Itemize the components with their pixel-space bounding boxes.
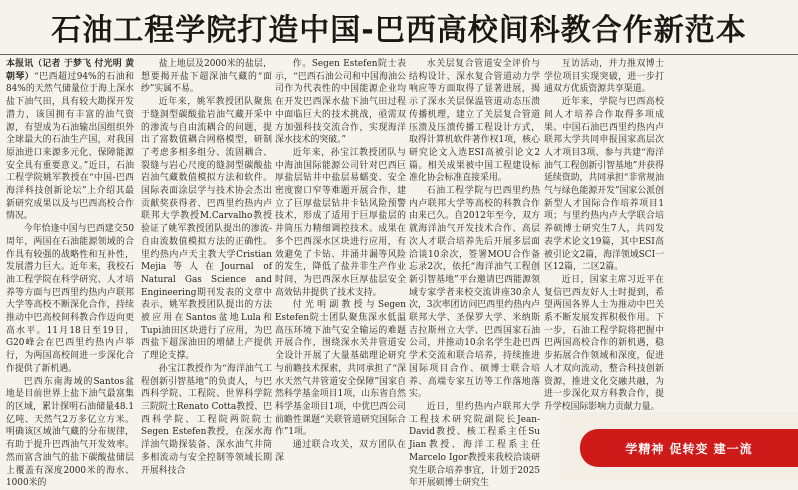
paragraph <box>409 401 540 490</box>
paragraph <box>275 299 406 439</box>
paragraph-text: 通过联合攻关，双方团队在深 <box>275 440 406 463</box>
paragraph-text: 近年来，姚军教授团队聚焦于缝洞型碳酸盐岩油气藏开采中的渗流与自由流耦合的问题，提出了富数值耦合网格模型，研制了考虑多相多组分、流固耦合、裂缝与岩心尺度的缝洞型碳酸盐岩油气藏数值模拟方法和软件。国际表面涂层学与技术协会杰出贡献奖获得者、巴西里约热内卢联邦大学教授M.Carvalho教授验证了姚军教授团队提出的渗流-自由流数值模拟方法的正确性。里约热内卢天主教大学Cristian Mejia等人在Journal of Natural Gas Science and Engineering期刊发表的文章中表示，姚军教授团队提出的方法被应用在Santos盆地Lula和Tupi油田区块进行了应用，为巴西盐下超深油田的增储上产提供了理论支撑。 <box>141 97 272 362</box>
column-4 <box>409 58 540 489</box>
paragraph <box>141 363 272 477</box>
paragraph-text: 今年恰逢中国与巴西建交50周年，两国在石油能源领域的合作具有较强的战略性和互补性，发展潜力巨大。近年来，我校石油工程学院在科学研究、人才培养等方面与巴西里约热内卢联邦大学等高校不断深化合作，持续推动中巴高校间科教合作迈向更高水平。11月18日至19日，G20峰会在巴西里约热内卢举行，为两国高校间进一步深化合作提供了新机遇。 <box>6 224 134 374</box>
article-headline: 石油工程学院打造中国-巴西高校间科教合作新范本 <box>0 0 798 55</box>
paragraph-text: 互访活动，并力推双博士学位项目实现突破，进一步打通双方优质资源共享渠道。 <box>544 59 664 95</box>
paragraph-text: “巴西超过94%的石油和84%的天然气储量位于海上深水盐下油气田，具有较大勘探开发潜力，该国拥有丰富的油气资源，有望成为石油输出国组织外全球最大的石油生产国，对我国原油进口来源多元化、保障能源安全具有重要意义。”近日，石油工程学院姚军教授在“中国-巴西海洋科技创新论坛”上介绍其最新研究成果以及与巴西高校合作情况。 <box>6 71 135 222</box>
column-2 <box>141 58 272 479</box>
paragraph <box>275 439 406 464</box>
column-1 <box>6 58 135 489</box>
slogan-banner <box>560 412 798 479</box>
paragraph <box>544 96 664 274</box>
paragraph <box>6 58 134 223</box>
paragraph-text: 作。Segen Estefen院士表示，“巴西石油公司和中国海油公司作为代表性的中国能源企业均在开发巴西深水盐下油气田过程中面临巨大的技术挑战，亟需双方加强科技交流合作，实现海洋深水技术的突破。” <box>275 59 406 146</box>
paragraph <box>409 58 540 185</box>
column-3 <box>275 58 406 479</box>
paragraph <box>275 58 406 147</box>
paragraph-text: 近日，国家主席习近平在复信巴西友好人士时提到，希望两国各界人士为推动中巴关系不断发展发挥积极作用。下一步，石油工程学院将把握中巴两国高校合作的新机遇，稳步拓展合作领域和深度，促进人才双向流动，整合科技创新资源，推进文化交融共融，为进一步深化双方科教合作，提升学校国际影响力贡献力量。 <box>544 274 664 412</box>
paragraph <box>141 58 272 96</box>
byline: 本报讯（记者 于梦飞 付光明 黄朝琴） <box>6 59 134 82</box>
paragraph-text: 石油工程学院与巴西里约热内卢联邦大学等高校的科教合作由来已久。自2012年至今，双方就海洋油气开发技术合作、高层次人才联合培养先后开展多层面洽谈10余次，签署MOU合作备忘录2次，依托“海洋油气工程创新引智基地”平台邀请巴西能源领域专家学者来校交流讲座30余人次，3次率团访问巴西里约热内卢联邦大学、圣保罗大学、米纳斯吉拉斯州立大学、巴西国家石油公司，并推动10余名学生赴巴西学术交流和联合培养，持续推进国际项目合作、硕博士联合培养、高端专家互访等工作落地落实。 <box>409 186 540 400</box>
paragraph-text: 水关层复合管道安全评价与结构设计、深水复合管道动力学响应等方面取得了显著进展，揭示了深水关层保温管道动态压溃传播机理，建立了关层复合管道压溃及压溃传播工程设计方式，取得计算机软件著作权1项，核心研究论文入选ESI高被引论文2篇。相关成果被中国工程建设标准化协会标准直接采用。 <box>409 59 540 184</box>
paragraph <box>6 376 134 490</box>
slogan-text: 学精神 促转变 建一流 <box>580 429 798 467</box>
paragraph-text: 近日，里约热内卢联邦大学工程技术研究院副院长Jean-David教授、核工程系主任Su Jian教授、海洋工程系主任Marcelo Igor教授来我校洽谈研究生联合培养事宜，计划于2025年开展硕博士研究生 <box>409 401 540 489</box>
paragraph-text: 近年来，学院与巴西高校间人才培养合作取得多项成果。中国石油巴西里约热内卢联邦大学共同申报国家高层次人才项目3项、参与共建“海洋油气工程创新引智基地”并获得延续资助，共同承担“非常规油气与绿色能源开发”国家公派创新型人才国际合作培养项目1项；与里约热内卢大学联合培养硕博士研究生7人，共同发表学术论文19篇，其中ESI高被引论文2篇，海洋领域SCI一区12篇，二区2篇。 <box>544 97 664 273</box>
paragraph-text: 盐上地层及2000米的盐层，想要揭开盐下超深油气藏的“面纱”实属不易。 <box>141 59 272 95</box>
paragraph <box>141 96 272 363</box>
paragraph-text: 付光明副教授与Segen Estefen院士团队聚焦深水低温高压环境下油气安全输运的难题开展合作，围绕深水关井管道安全设计开展了大量基础理论研究与前瞻技术探索，共同承担了“深水天然气井管道安全保障”国家自然科学基金项目1项，山东省自然科学基金项目1项，中优巴西公司前瞻性课题“关联管道研究国际合作”1项。 <box>275 300 406 438</box>
paragraph-text: 孙宝江教授作为“海洋油气工程创新引智基地”的负责人，与巴西科学院、工程院、世界科学院三院院士Renato Cotta教授、巴西科学院、工程院两院院士Segen Estefen教授，在深水海洋油气勘探装备、深水油气井筒多相流动与安全控制等领域长期开展科技合 <box>141 363 272 476</box>
paragraph <box>409 185 540 401</box>
paragraph-text: 近年来，孙宝江教授团队与中海油国际能源公司针对巴西巨厚盐层钻井中盐层易蠕变、安全密度窗口窄等难题开展合作，建立了巨厚盐层钻井卡钻风险预警技术，形成了适用于巨厚盐层的井筒压力精细调控技术。成果在多个巴西深水区块进行应用，有效避免了卡钻、井涌井漏等风险的发生，降低了盐井非生产作业时间，为巴西深水巨厚盐层安全高效钻井提供了技术支持。 <box>275 147 406 298</box>
paragraph <box>544 274 664 414</box>
paragraph <box>275 147 406 299</box>
paragraph <box>6 223 134 375</box>
paragraph-text: 巴西东南海域的Santos盆地是目前世界上盐下油气最富集的区域，累计探明石油储量48.1亿吨、天然气2万多亿立方米。明确该区域油气藏的分布规律，有助于提升巴西油气开发效率。然而富含油气的盐下碳酸盐储层上覆盖有深度2000米的海水、1000米的 <box>6 376 134 489</box>
paragraph <box>544 58 664 96</box>
